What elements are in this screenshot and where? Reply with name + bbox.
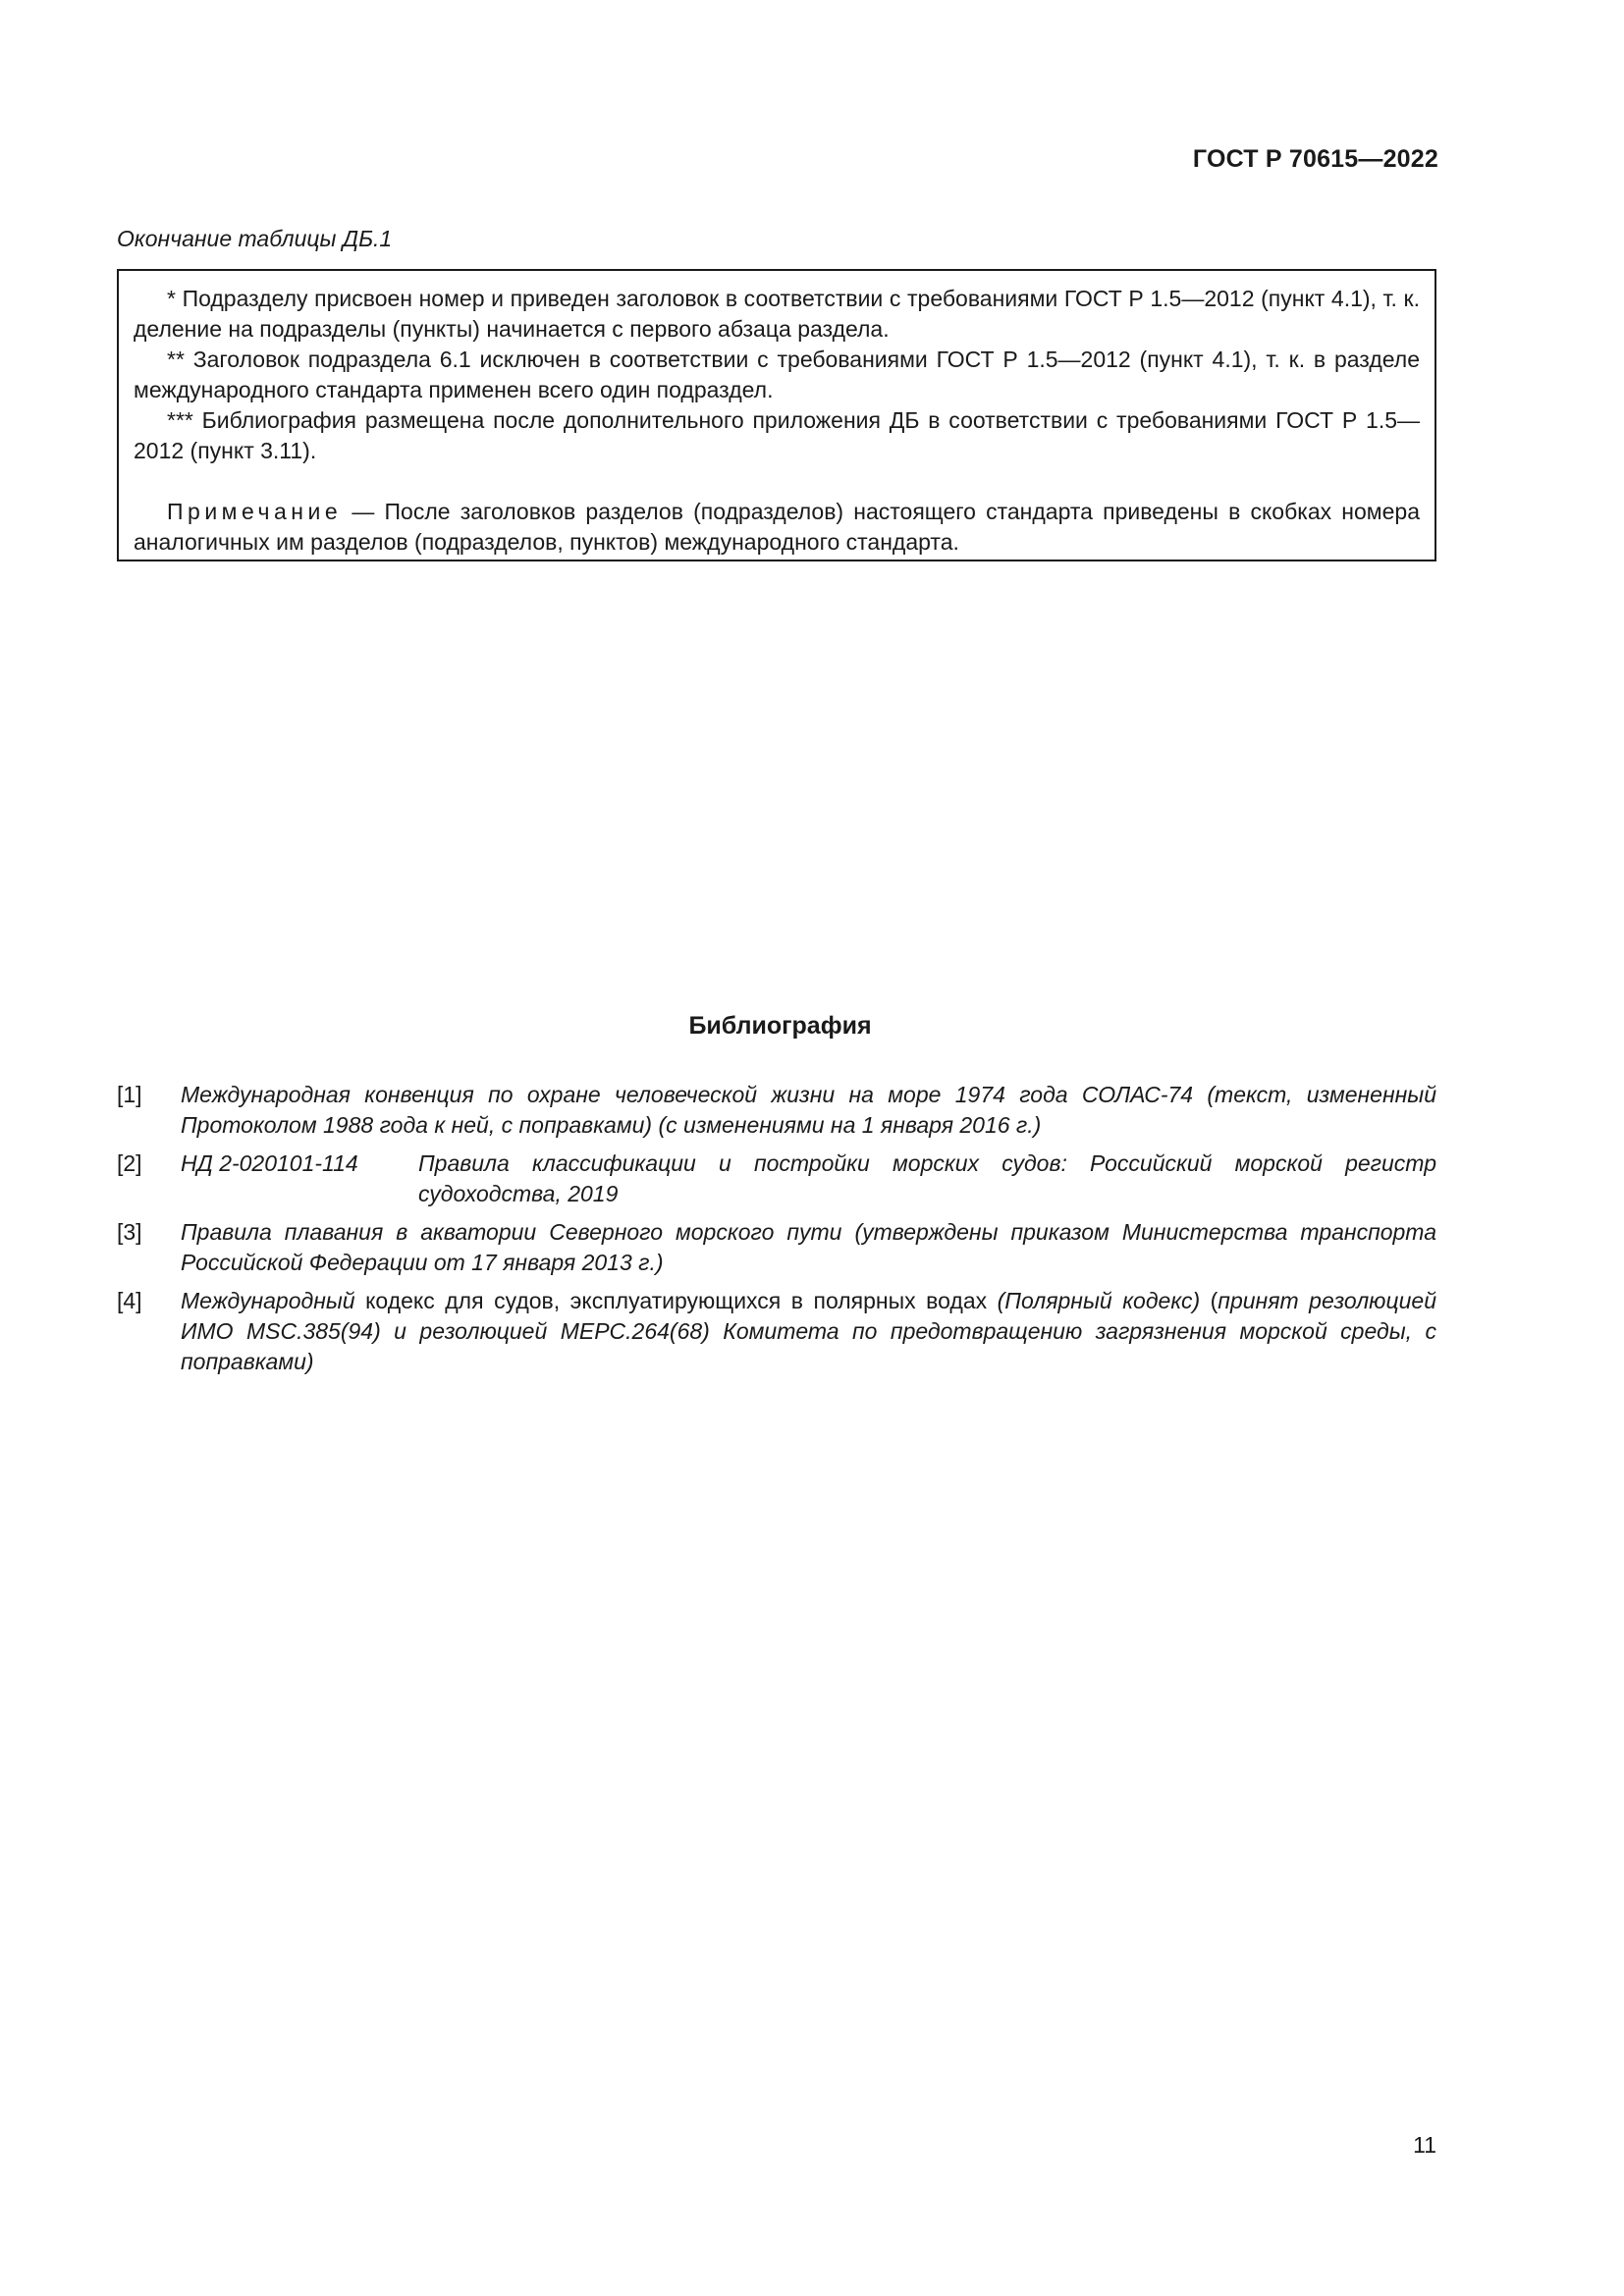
bibliography-list — [117, 1080, 1436, 1385]
bibliography-number: [3] — [117, 1219, 142, 1245]
bibliography-text: Международный кодекс для судов, эксплуатирующихся в полярных водах (Полярный кодекс) (принят резолюцией ИМО MSC.385(94) и резолюцией MEPC.264(68) Комитета по предотвращению загрязнения морской среды, с поправками) — [181, 1288, 1436, 1374]
bibliography-code: НД 2-020101-114 — [181, 1150, 358, 1176]
table-caption: Окончание таблицы ДБ.1 — [117, 226, 393, 251]
footnote-3: *** Библиография размещена после дополнительного приложения ДБ в соответствии с требованиями ГОСТ Р 1.5—2012 (пункт 3.11). — [134, 407, 1420, 463]
note-paragraph — [134, 497, 1420, 558]
bibliography-text: Международная конвенция по охране человеческой жизни на море 1974 года СОЛАС-74 (текст, измененный Протоколом 1988 года к ней, с поправками) (с изменениями на 1 января 2016 г.) — [181, 1082, 1436, 1138]
document-header: ГОСТ Р 70615—2022 — [1192, 145, 1438, 173]
bibliography-item — [117, 1148, 1436, 1209]
bibliography-title: Библиография — [688, 1012, 872, 1040]
note-label: Примечание — [167, 499, 343, 524]
bibliography-number: [2] — [117, 1150, 142, 1176]
bibliography-item — [117, 1080, 1436, 1141]
bibliography-text: Правила классификации и постройки морских судов: Российский морской регистр судоходства, 2019 — [418, 1150, 1436, 1206]
note-text: — После заголовков разделов (подразделов) настоящего стандарта приведены в скобках номера аналогичных им разделов (подразделов, пунктов) международного стандарта. — [134, 499, 1420, 555]
footnote-1: * Подразделу присвоен номер и приведен заголовок в соответствии с требованиями ГОСТ Р 1.5—2012 (пункт 4.1), т. к. деление на подразделы (пункты) начинается с первого абзаца раздела. — [134, 286, 1420, 342]
page-number: 11 — [1413, 2132, 1436, 2158]
bibliography-number: [4] — [117, 1288, 142, 1313]
footnote-box — [117, 269, 1436, 561]
bibliography-item — [117, 1286, 1436, 1377]
bibliography-text: Правила плавания в акватории Северного морского пути (утверждены приказом Министерства транспорта Российской Федерации от 17 января 2013 г.) — [181, 1219, 1436, 1275]
bibliography-number: [1] — [117, 1082, 142, 1107]
bibliography-item — [117, 1217, 1436, 1278]
footnote-2: ** Заголовок подраздела 6.1 исключен в соответствии с требованиями ГОСТ Р 1.5—2012 (пункт 4.1), т. к. в разделе международного стандарта применен всего один подраздел. — [134, 347, 1420, 402]
